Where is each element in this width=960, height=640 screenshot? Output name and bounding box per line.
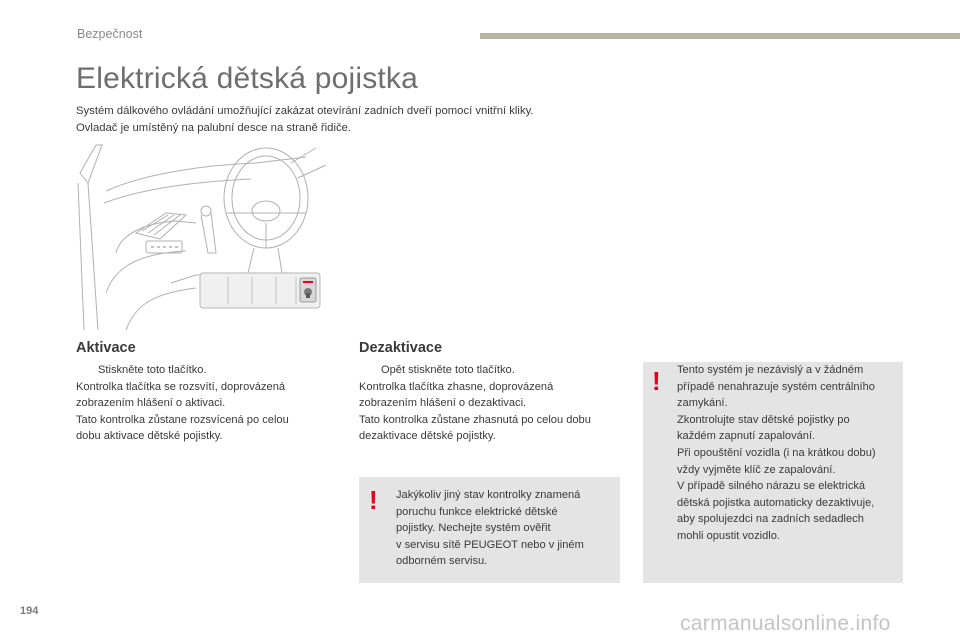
section-tag: Bezpečnost	[77, 27, 143, 41]
warning-icon: !	[369, 485, 378, 515]
fault-note-line: pojistky. Nechejte systém ověřit	[396, 522, 551, 535]
page-number: 194	[20, 605, 39, 617]
activation-line: zobrazením hlášení o aktivaci.	[76, 397, 226, 410]
fault-note-box	[359, 477, 620, 583]
independence-note-line: Tento systém je nezávislý a v žádném	[677, 364, 864, 376]
intro-line: Ovladač je umístěný na palubní desce na straně řidiče.	[76, 122, 352, 134]
watermark: carmanualsonline.info	[680, 612, 891, 635]
activation-line: dobu aktivace dětské pojistky.	[76, 430, 223, 443]
independence-note-line: Zkontrolujte stav dětské pojistky po	[677, 413, 850, 426]
deactivation-step: Opět stiskněte toto tlačítko.	[381, 364, 515, 376]
activation-line: Tato kontrolka zůstane rozsvícená po celou	[76, 413, 289, 426]
independence-note-line: mohli opustit vozidlo.	[677, 529, 780, 542]
independence-note-line: vždy vyjměte klíč ze zapalování.	[677, 463, 836, 476]
warning-icon: !	[652, 366, 661, 396]
independence-note-line: každém zapnutí zapalování.	[677, 430, 816, 443]
deactivation-line: Tato kontrolka zůstane zhasnutá po celou dobu	[359, 413, 591, 426]
activation-line: Kontrolka tlačítka se rozsvítí, doprovázená	[76, 380, 286, 393]
independence-note-line: případě nenahrazuje systém centrálního	[677, 380, 875, 393]
activation-line	[76, 362, 336, 379]
deactivation-line	[359, 362, 624, 379]
independence-note-text	[677, 362, 901, 545]
independence-note-line: dětská pojistka automaticky dezaktivuje,	[677, 496, 875, 509]
fault-note-line: v servisu sítě PEUGEOT nebo v jiném	[396, 538, 584, 551]
page-title: Elektrická dětská pojistka	[76, 62, 419, 95]
independence-note-line: V případě silného nárazu se elektrická	[677, 480, 866, 493]
header-bar	[480, 33, 960, 39]
fault-note-text	[396, 487, 616, 570]
intro-text	[76, 103, 696, 137]
deactivation-body	[359, 362, 624, 445]
activation-heading: Aktivace	[76, 340, 136, 356]
fault-note-line: poruchu funkce elektrické dětské	[396, 505, 558, 518]
activation-body	[76, 362, 336, 445]
independence-note-line: zamykání.	[677, 397, 728, 410]
deactivation-line: dezaktivace dětské pojistky.	[359, 430, 496, 443]
fault-note-line: odborném servisu.	[396, 555, 488, 568]
independence-note-line: Při opouštění vozidla (i na krátkou dobu)	[677, 446, 876, 459]
independence-note-line: aby spolujezdci na zadních sedadlech	[677, 513, 864, 526]
activation-step: Stiskněte toto tlačítko.	[98, 364, 207, 376]
intro-line: Systém dálkového ovládání umožňující zakázat otevírání zadních dveří pomocí vnitřní kliky.	[76, 105, 534, 117]
dashboard-illustration	[76, 143, 331, 330]
deactivation-line: zobrazením hlášení o dezaktivaci.	[359, 397, 527, 410]
fault-note-line: Jakýkoliv jiný stav kontrolky znamená	[396, 489, 581, 501]
deactivation-heading: Dezaktivace	[359, 340, 443, 356]
deactivation-line: Kontrolka tlačítka zhasne, doprovázená	[359, 380, 554, 393]
independence-note-box	[643, 362, 903, 583]
